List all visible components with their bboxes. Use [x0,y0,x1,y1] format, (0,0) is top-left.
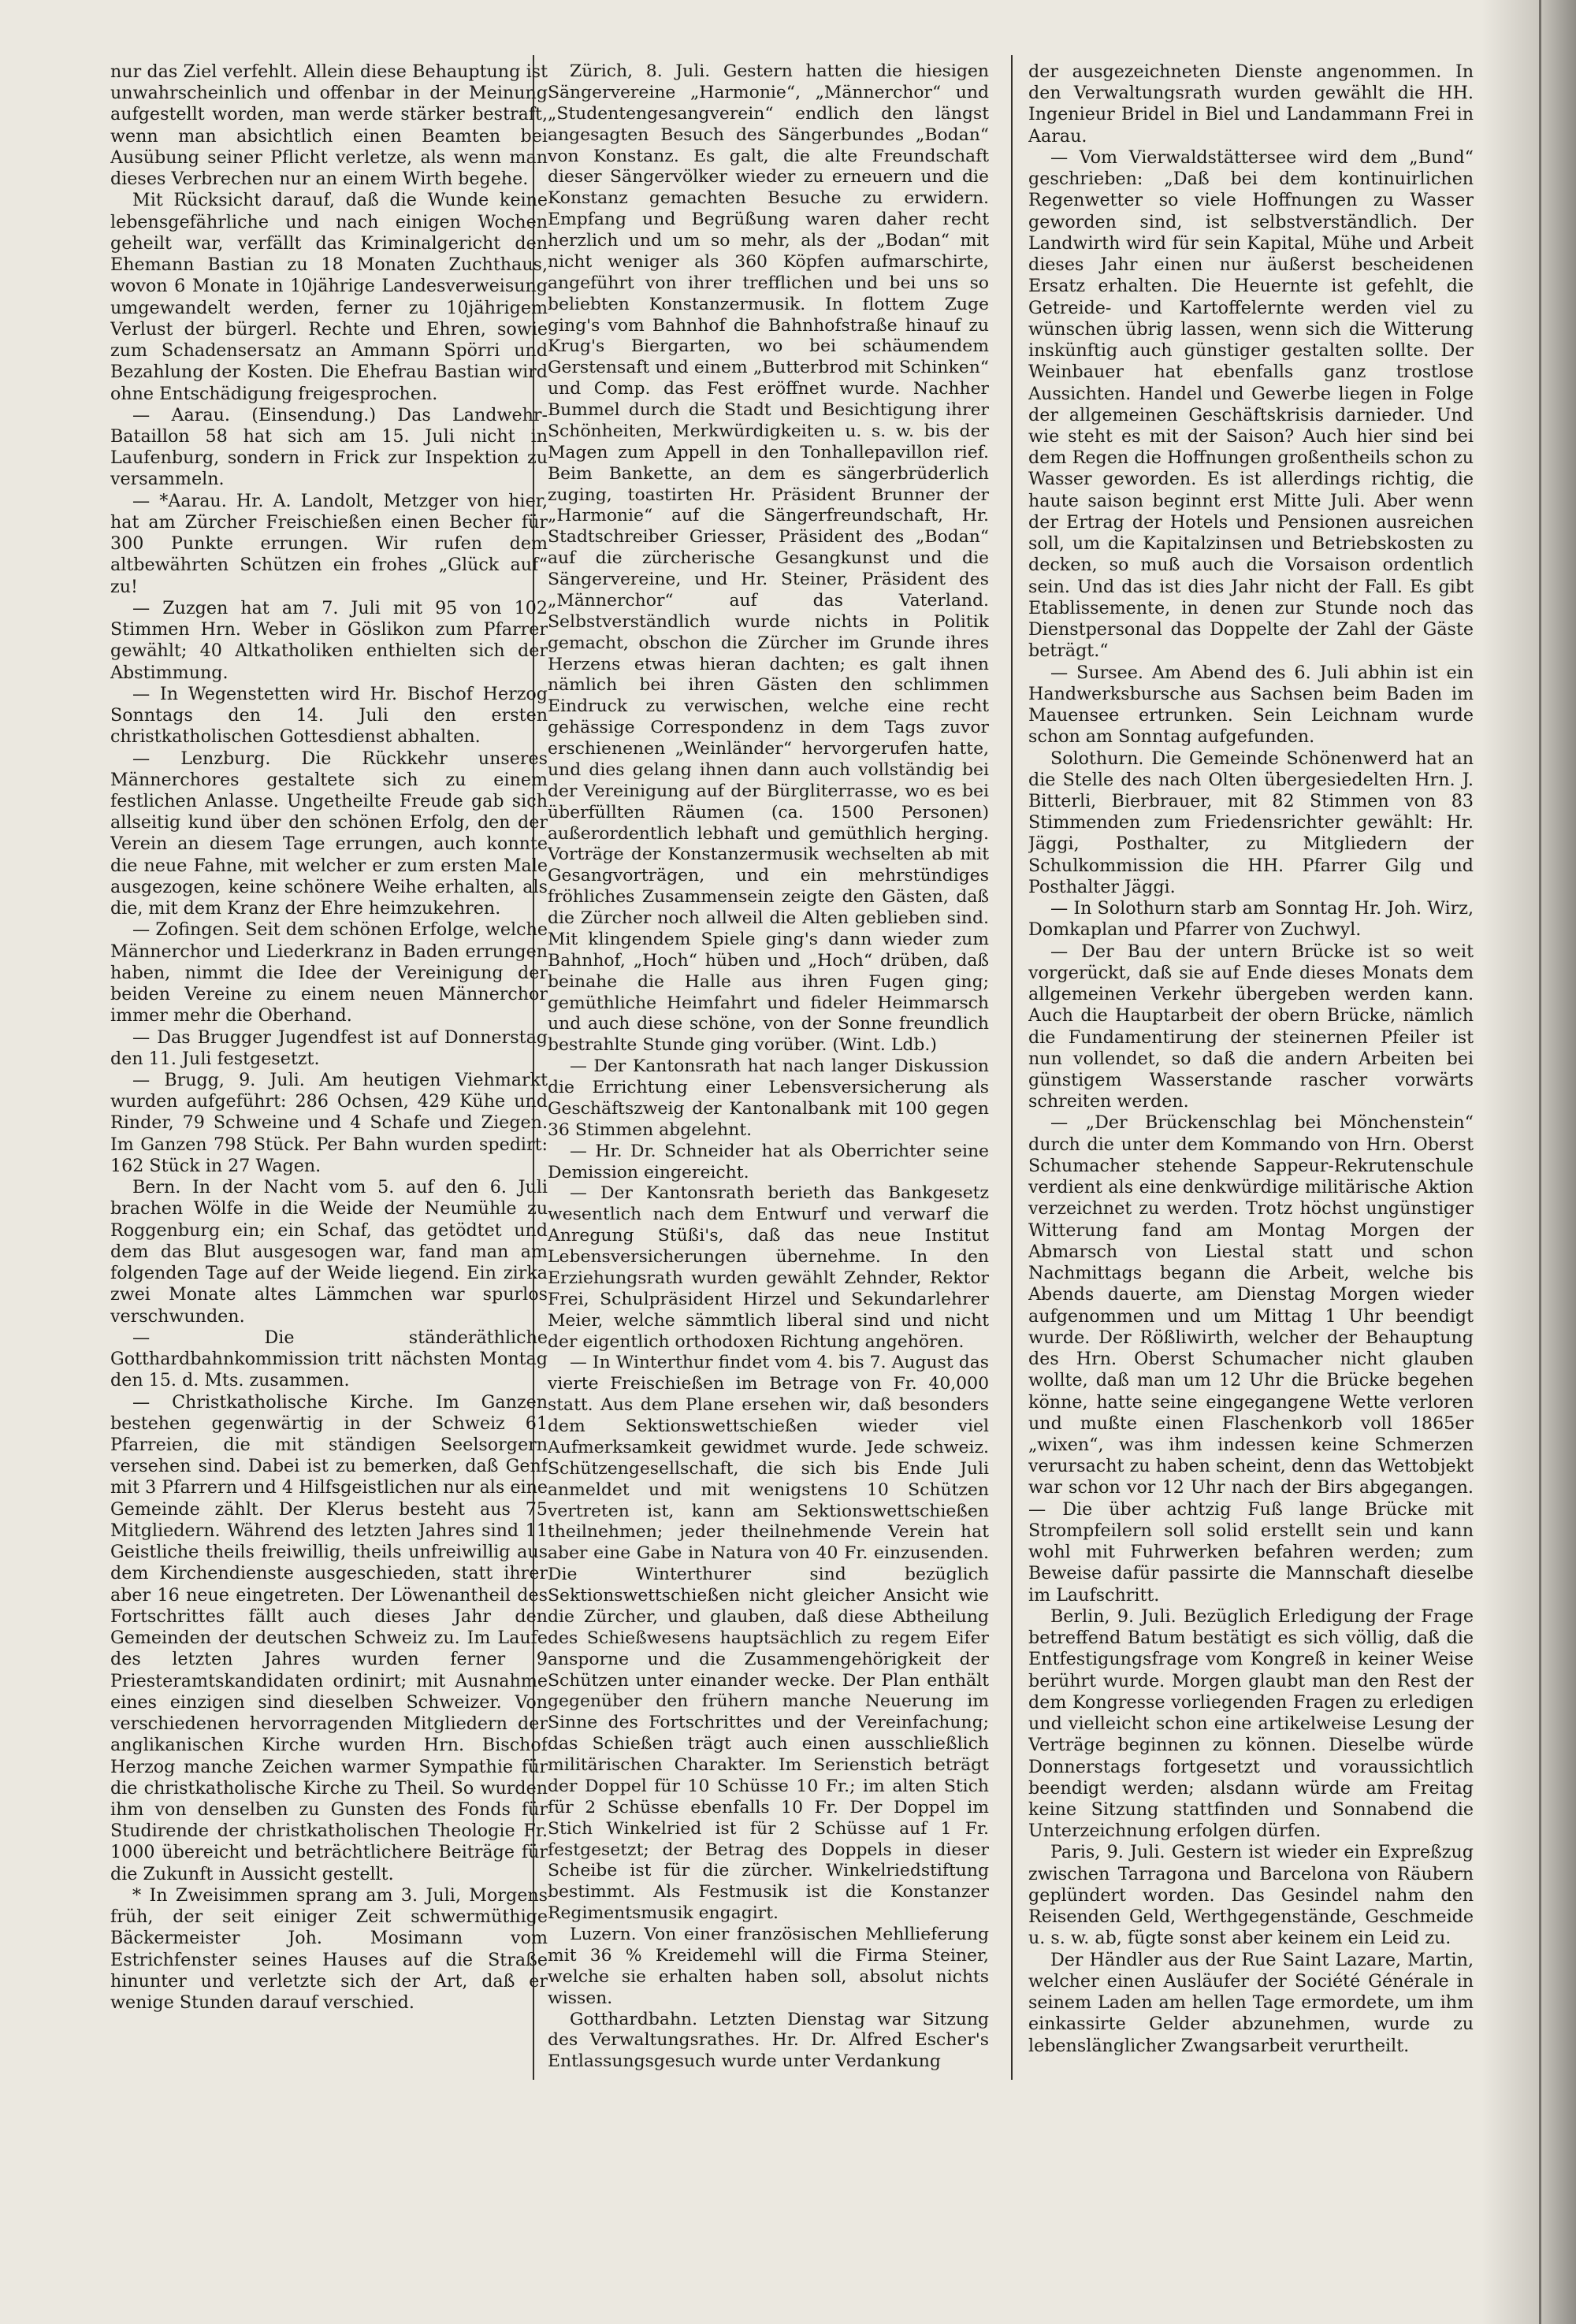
article-paragraph: Gotthardbahn. Letzten Dienstag war Sitzung des Verwaltungsrathes. Hr. Dr. Alfred Escher's Entlassungsgesuch wurde unter Verdankung [548,2009,989,2072]
article-paragraph: — Christkatholische Kirche. Im Ganzen bestehen gegenwärtig in der Schweiz 61 Pfarreien, die mit ständigen Seelsorgern versehen sind. Dabei ist zu bemerken, daß Genf mit 3 Pfarrern und 4 Hilfsgeistlichen nur als eine Gemeinde zählt. Der Klerus besteht aus 75 Mitgliedern. Während des letzten Jahres sind 11 Geistliche theils freiwillig, theils unfreiwillig aus dem Kirchendienste ausgeschieden, statt ihrer aber 16 neue eingetreten. Der Löwenantheil des Fortschrittes fällt auch dieses Jahr den Gemeinden der deutschen Schweiz zu. Im Laufe des letzten Jahres wurden ferner 9 Priesteramtskandidaten ordinirt; mit Ausnahme eines einzigen sind dieselben Schweizer. Von verschiedenen hervorragenden Mitgliedern der anglikanischen Kirche wurden Hrn. Bischof Herzog manche Zeichen warmer Sympathie für die christkatholische Kirche zu Theil. So wurden ihm von denselben zu Gunsten des Fonds für Studirende der christkatholischen Theologie Fr. 1000 übereicht und beträchtlichere Beiträge für die Zukunft in Aussicht gestellt. [110,1391,548,1884]
article-paragraph: — Das Brugger Jugendfest ist auf Donnerstag den 11. Juli festgesetzt. [110,1026,548,1069]
article-paragraph: — Vom Vierwaldstättersee wird dem „Bund“ geschrieben: „Daß bei dem kontinuirlichen Regenwetter so viele Hoffnungen zu Wasser geworden sind, ist selbstverständlich. Der Landwirth wird für sein Kapital, Mühe und Arbeit dieses Jahr einen nur äußerst bescheidenen Ersatz erhalten. Die Heuernte ist gefehlt, die Getreide- und Kartoffelernte werden viel zu wünschen übrig lassen, wenn sich die Witterung inskünftig auch günstiger gestalten sollte. Der Weinbauer hat ebenfalls ganz trostlose Aussichten. Handel und Gewerbe liegen in Folge der allgemeinen Geschäftskrisis darnieder. Und wie steht es mit der Saison? Auch hier sind bei dem Regen die Hoffnungen großentheils schon zu Wasser geworden. Es ist allerdings richtig, die haute saison beginnt erst Mitte Juli. Aber wenn der Ertrag der Hotels und Pensionen ausreichen soll, um die Kapitalzinsen und Betriebskosten zu decken, so muß auch die Vorsaison ordentlich sein. Und das ist dies Jahr nicht der Fall. Es gibt Etablissemente, in denen zur Stunde noch das Dienstpersonal das Doppelte der Zahl der Gäste beträgt.“ [1028,147,1474,662]
article-paragraph: Paris, 9. Juli. Gestern ist wieder ein Expreßzug zwischen Tarragona und Barcelona von Räubern geplündert worden. Das Gesindel nahm den Reisenden Geld, Werthgegenstände, Geschmeide u. s. w. ab, fügte sonst aber keinem ein Leid zu. [1028,1842,1474,1949]
article-paragraph: — Der Kantonsrath hat nach langer Diskussion die Errichtung einer Lebensversicherung als Geschäftszweig der Kantonalbank mit 100 gegen 36 Stimmen abgelehnt. [548,1056,989,1140]
article-paragraph: — Hr. Dr. Schneider hat als Oberrichter seine Demission eingereicht. [548,1141,989,1182]
article-paragraph: Bern. In der Nacht vom 5. auf den 6. Juli brachen Wölfe in die Weide der Neumühle zu Roggenburg ein; ein Schaf, das getödtet und dem das Blut ausgesogen war, fand man am folgenden Tage auf der Weide liegend. Ein zirka zwei Monate altes Lämmchen war spurlos verschwunden. [110,1177,548,1327]
article-paragraph: — *Aarau. Hr. A. Landolt, Metzger von hier, hat am Zürcher Freischießen einen Becher für 300 Punkte errungen. Wir rufen dem altbewährten Schützen ein frohes „Glück auf“ zu! [110,490,548,597]
article-paragraph: — In Winterthur findet vom 4. bis 7. August das vierte Freischießen im Betrage von Fr. 40,000 statt. Aus dem Plane ersehen wir, daß besonders dem Sektionswettschießen wieder viel Aufmerksamkeit gewidmet wurde. Jede schweiz. Schützengesellschaft, die sich bis Ende Juli anmeldet und mit wenigstens 10 Schützen vertreten ist, kann am Sektionswettschießen theilnehmen; jeder theilnehmende Verein hat aber eine Gabe in Natura von 40 Fr. einzusenden. Die Winterthurer sind bezüglich Sektionswettschießen nicht gleicher Ansicht wie die Zürcher, und glauben, daß diese Abtheilung des Schießwesens hauptsächlich zu regem Eifer ansporne und die Zusammengehörigkeit der Schützen unter einander wecke. Der Plan enthält gegenüber den frühern manche Neuerung im Sinne des Fortschrittes und der Vereinfachung; das Schießen trägt auch einen ausschließlich militärischen Charakter. Im Serienstich beträgt der Doppel für 10 Schüsse 10 Fr.; im alten Stich für 2 Schüsse ebenfalls 10 Fr. Der Doppel im Stich Winkelried ist für 2 Schüsse auf 1 Fr. festgesetzt; der Betrag des Doppels in dieser Scheibe ist für die zürcher. Winkelriedstiftung bestimmt. Als Festmusik ist die Konstanzer Regimentsmusik engagirt. [548,1353,989,1924]
article-paragraph: Solothurn. Die Gemeinde Schönenwerd hat an die Stelle des nach Olten übergesiedelten Hrn. J. Bitterli, Bierbrauer, mit 82 Stimmen von 83 Stimmenden zum Friedensrichter gewählt: Hr. Jäggi, Posthalter, zu Mitgliedern der Schulkommission die HH. Pfarrer Gilg und Posthalter Jäggi. [1028,748,1474,897]
article-paragraph: Zürich, 8. Juli. Gestern hatten die hiesigen Sängervereine „Harmonie“, „Männerchor“ und „Studentengesangverein“ endlich den längst angesagten Besuch des Sängerbundes „Bodan“ von Konstanz. Es galt, die alte Freundschaft dieser Sängervölker wieder zu erneuern und die Konstanz gemachten Besuche zu erwidern. Empfang und Begrüßung waren daher recht herzlich und um so mehr, als der „Bodan“ mit nicht weniger als 360 Köpfen aufmarschirte, angeführt von ihrer trefflichen und bei uns so beliebten Konstanzermusik. In flottem Zuge ging's vom Bahnhof die Bahnhofstraße hinauf zu Krug's Biergarten, wo bei schäumendem Gerstensaft und einem „Butterbrod mit Schinken“ und Comp. das Fest eröffnet wurde. Nachher Bummel durch die Stadt und Besichtigung ihrer Schönheiten, Merkwürdigkeiten u. s. w. bis der Magen zum Appell in den Tonhallepavillon rief. Beim Bankette, an dem es sängerbrüderlich zuging, toastirten Hr. Präsident Brunner der „Harmonie“ auf die Sängerfreundschaft, Hr. Stadtschreiber Griesser, Präsident des „Bodan“ auf die zürcherische Gesangkunst und die Sängervereine, und Hr. Steiner, Präsident des „Männerchor“ auf das Vaterland. Selbstverständlich wurde nichts in Politik gemacht, obschon die Zürcher im Grunde ihres Herzens etwas hieran dachten; es galt ihnen nämlich bei ihren Gästen den schlimmen Eindruck zu verwischen, welche eine recht gehässige Correspondenz in dem Tags zuvor erschienenen „Weinländer“ hervorgerufen hatte, und dies gelang ihnen dann auch vollständig bei der Vereinigung auf der Bürgliterrasse, wo es bei überfüllten Räumen (ca. 1500 Personen) außerordentlich lebhaft und gemüthlich herging. Vorträge der Konstanzermusik wechselten ab mit Gesangvorträgen, und ein mehrstündiges fröhliches Zusammensein zeigte den Gästen, daß die Zürcher noch allweil die Alten geblieben sind. Mit klingendem Spiele ging's dann wieder zum Bahnhof, „Hoch“ hüben und „Hoch“ drüben, daß beinahe die Halle aus ihren Fugen ging; gemüthliche Heimfahrt und fideler Heimmarsch und auch diese schöne, von der Sonne freundlich bestrahlte Stunde ging vorüber. (Wint. Ldb.) [548,61,989,1056]
column-rule [1011,55,1013,2080]
column-1 [110,61,548,2078]
column-2 [548,61,989,2078]
article-paragraph: — Sursee. Am Abend des 6. Juli abhin ist ein Handwerksbursche aus Sachsen beim Baden im Mauensee ertrunken. Sein Leichnam wurde schon am Sonntag aufgefunden. [1028,662,1474,748]
column-3 [1028,61,1474,2078]
binding-shadow [1481,0,1576,2324]
article-paragraph: Luzern. Von einer französischen Mehllieferung mit 36 % Kreidemehl will die Firma Steiner, welche sie erhalten haben soll, absolut nichts wissen. [548,1925,989,2008]
article-paragraph: — „Der Brückenschlag bei Mönchenstein“ durch die unter dem Kommando von Hrn. Oberst Schumacher stehende Sappeur-Rekrutenschule verdient als eine denkwürdige militärische Aktion verzeichnet zu werden. Trotz höchst ungünstiger Witterung fand am Montag Morgen der Abmarsch von Liestal statt und schon Nachmittags begann die Arbeit, welche bis Abends dauerte, am Dienstag Morgen wieder aufgenommen und um Mittag 1 Uhr beendigt wurde. Der Rößliwirth, welcher der Behauptung des Hrn. Oberst Schumacher nicht glauben wollte, daß man um 12 Uhr die Brücke begehen könne, hatte seine eingegangene Wette verloren und mußte einen Flaschenkorb voll 1865er „wixen“, was ihm indessen keine Schmerzen verursacht zu haben scheint, denn das Wettobjekt war schon vor 12 Uhr nach der Birs abgegangen. — Die über achtzig Fuß lange Brücke mit Strompfeilern soll solid erstellt sein und kann wohl mit Fuhrwerken befahren werden; zum Beweise dafür passirte die Mannschaft dieselbe im Laufschritt. [1028,1112,1474,1606]
article-paragraph: — Brugg, 9. Juli. Am heutigen Viehmarkt wurden aufgeführt: 286 Ochsen, 429 Kühe und Rinder, 79 Schweine und 4 Schafe und Ziegen. Im Ganzen 798 Stück. Per Bahn wurden spedirt: 162 Stück in 27 Wagen. [110,1070,548,1176]
article-paragraph: — Der Kantonsrath berieth das Bankgesetz wesentlich nach dem Entwurf und verwarf die Anregung Stüßi's, daß das neue Institut Lebensversicherungen übernehme. In den Erziehungsrath wurden gewählt Zehnder, Rektor Frei, Schulpräsident Hirzel und Sekundarlehrer Meier, welche sämmtlich liberal sind und nicht der eigentlich orthodoxen Richtung angehören. [548,1183,989,1352]
article-paragraph: Der Händler aus der Rue Saint Lazare, Martin, welcher einen Ausläufer der Société Générale in seinem Laden am hellen Tage ermordete, um ihm einkassirte Gelder abzunehmen, wurde zu lebenslänglicher Zwangsarbeit verurtheilt. [1028,1949,1474,2056]
article-paragraph: — In Solothurn starb am Sonntag Hr. Joh. Wirz, Domkaplan und Pfarrer von Zuchwyl. [1028,898,1474,941]
article-paragraph: Mit Rücksicht darauf, daß die Wunde keine lebensgefährliche und nach einigen Wochen geheilt war, verfällt das Kriminalgericht den Ehemann Bastian zu 18 Monaten Zuchthaus, wovon 6 Monate in 10jährige Landesverweisung umgewandelt werden, ferner zu 10jährigem Verlust der bürgerl. Rechte und Ehren, sowie zum Schadensersatz an Ammann Spörri und Bezahlung der Kosten. Die Ehefrau Bastian wird ohne Entschädigung freigesprochen. [110,190,548,404]
article-paragraph: nur das Ziel verfehlt. Allein diese Behauptung ist unwahrscheinlich und offenbar in der Meinung aufgestellt worden, man werde stärker bestraft, wenn man absichtlich einen Beamten bei Ausübung seiner Pflicht verletze, als wenn man dieses Verbrechen nur an einem Wirth begehe. [110,61,548,190]
article-paragraph: der ausgezeichneten Dienste angenommen. In den Verwaltungsrath wurden gewählt die HH. Ingenieur Bridel in Biel und Landammann Frei in Aarau. [1028,61,1474,147]
article-paragraph: — In Wegenstetten wird Hr. Bischof Herzog Sonntags den 14. Juli den ersten christkatholischen Gottesdienst abhalten. [110,683,548,748]
article-paragraph: — Die ständeräthliche Gotthardbahnkommission tritt nächsten Montag den 15. d. Mts. zusammen. [110,1327,548,1391]
article-paragraph: — Zuzgen hat am 7. Juli mit 95 von 102 Stimmen Hrn. Weber in Göslikon zum Pfarrer gewählt; 40 Altkatholiken enthielten sich der Abstimmung. [110,597,548,683]
article-paragraph: — Zofingen. Seit dem schönen Erfolge, welche Männerchor und Liederkranz in Baden errungen haben, nimmt die Idee der Vereinigung der beiden Vereine zu einem neuen Männerchor immer mehr die Oberhand. [110,919,548,1026]
article-paragraph: Berlin, 9. Juli. Bezüglich Erledigung der Frage betreffend Batum bestätigt es sich völlig, daß die Entfestigungsfrage vom Kongreß in keiner Weise berührt wurde. Morgen glaubt man den Rest der dem Kongresse vorliegenden Fragen zu erledigen und vielleicht schon eine artikelweise Lesung der Verträge beginnen zu können. Dieselbe würde Donnerstags fortgesetzt und voraussichtlich beendigt werden; alsdann würde am Freitag keine Sitzung stattfinden und Sonnabend die Unterzeichnung erfolgen dürfen. [1028,1606,1474,1842]
article-paragraph: * In Zweisimmen sprang am 3. Juli, Morgens früh, der seit einiger Zeit schwermüthige Bäckermeister Joh. Mosimann vom Estrichfenster seines Hauses auf die Straße hinunter und verletzte sich der Art, daß er wenige Stunden darauf verschied. [110,1884,548,2014]
article-paragraph: — Der Bau der untern Brücke ist so weit vorgerückt, daß sie auf Ende dieses Monats dem allgemeinen Verkehr übergeben werden kann. Auch die Hauptarbeit der obern Brücke, nämlich die Fundamentirung der steinernen Pfeiler ist nun vollendet, so daß die andern Arbeiten bei günstigem Wasserstande rascher vorwärts schreiten werden. [1028,941,1474,1112]
page-edge [1539,0,1541,2324]
article-paragraph: — Aarau. (Einsendung.) Das Landwehr-Bataillon 58 hat sich am 15. Juli nicht in Laufenburg, sondern in Frick zur Inspektion zu versammeln. [110,404,548,490]
article-paragraph: — Lenzburg. Die Rückkehr unseres Männerchores gestaltete sich zu einem festlichen Anlasse. Ungetheilte Freude gab sich allseitig kund über den schönen Erfolg, den der Verein an diesem Tage errungen, auch konnte die neue Fahne, mit welcher er zum ersten Male ausgezogen, keine schönere Weihe erhalten, als die, mit dem Kranz der Ehre heimzukehren. [110,748,548,919]
